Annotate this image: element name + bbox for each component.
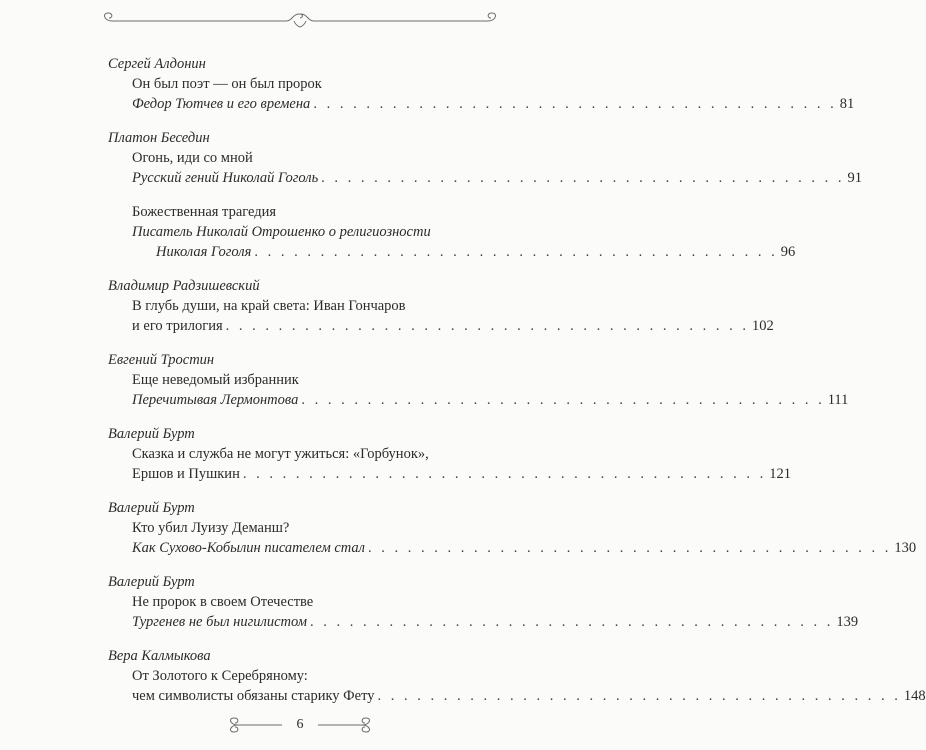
entry-author: Сергей Алдонин bbox=[108, 56, 206, 72]
entry-subtitle-cont: Николая Гоголя bbox=[156, 244, 252, 260]
toc-entry bbox=[108, 498, 917, 558]
toc-entry bbox=[108, 646, 926, 706]
toc-entry bbox=[108, 572, 859, 632]
entry-subtitle: Как Сухово-Кобылин писателем стал bbox=[132, 540, 365, 556]
entry-title: От Золотого к Серебряному: bbox=[132, 668, 308, 684]
toc-entry bbox=[108, 350, 849, 410]
dot-leader: . . . . . . . . . . . . . . . . . . . . . . . . . . . . . . . . . . . . . . . . bbox=[313, 96, 837, 112]
entry-subtitle-line[interactable] bbox=[132, 94, 855, 114]
dot-leader: . . . . . . . . . . . . . . . . . . . . . . . . . . . . . . . . . . . . . . . . bbox=[225, 318, 750, 334]
entry-subtitle-line[interactable] bbox=[132, 390, 849, 410]
toc-entry bbox=[108, 276, 774, 336]
entry-page: 102 bbox=[752, 318, 774, 334]
page-number: 6 bbox=[296, 717, 304, 732]
entry-page: 121 bbox=[769, 466, 791, 482]
entry-title: Кто убил Луизу Деманш? bbox=[132, 520, 290, 536]
entry-title: Сказка и служба не могут ужиться: «Горбунок», bbox=[132, 446, 429, 462]
dot-leader: . . . . . . . . . . . . . . . . . . . . . . . . . . . . . . . . . . . . . . . . bbox=[301, 392, 825, 408]
entry-title-cont: Ершов и Пушкин bbox=[132, 466, 240, 482]
entry-title-line[interactable] bbox=[132, 686, 926, 706]
entry-subtitle-line[interactable] bbox=[132, 612, 859, 632]
entry-page: 148 bbox=[903, 688, 926, 704]
entry-title: Огонь, иди со мной bbox=[132, 150, 253, 166]
entry-title: В глубь души, на край света: Иван Гончаров bbox=[132, 298, 406, 314]
entry-author: Валерий Бурт bbox=[108, 426, 195, 442]
entry-page: 91 bbox=[847, 170, 863, 186]
entry-title-cont: и его трилогия bbox=[132, 318, 223, 334]
toc-entry bbox=[108, 54, 855, 114]
dot-leader: . . . . . . . . . . . . . . . . . . . . . . . . . . . . . . . . . . . . . . . . bbox=[368, 540, 892, 556]
entry-subtitle-line[interactable] bbox=[132, 538, 917, 558]
dot-leader: . . . . . . . . . . . . . . . . . . . . . . . . . . . . . . . . . . . . . . . . bbox=[321, 170, 845, 186]
entry-subtitle: Русский гений Николай Гоголь bbox=[132, 170, 319, 186]
entry-title: Божественная трагедия bbox=[132, 204, 277, 220]
entry-title-line[interactable] bbox=[132, 316, 774, 336]
dot-leader: . . . . . . . . . . . . . . . . . . . . . . . . . . . . . . . . . . . . . . . . bbox=[254, 244, 778, 260]
entry-subtitle-line[interactable] bbox=[132, 168, 863, 188]
entry-author: Платон Беседин bbox=[108, 130, 210, 146]
entry-author: Владимир Радзишевский bbox=[108, 278, 260, 294]
dot-leader: . . . . . . . . . . . . . . . . . . . . . . . . . . . . . . . . . . . . . . . . bbox=[309, 614, 834, 630]
entry-title: Еще неведомый избранник bbox=[132, 372, 299, 388]
toc-entry bbox=[108, 128, 863, 188]
entry-page: 81 bbox=[839, 96, 855, 112]
entry-subtitle: Тургенев не был нигилистом bbox=[132, 614, 307, 630]
entry-title-line[interactable] bbox=[132, 464, 791, 484]
entry-author: Валерий Бурт bbox=[108, 574, 195, 590]
dot-leader: . . . . . . . . . . . . . . . . . . . . . . . . . . . . . . . . . . . . . . . . bbox=[242, 466, 767, 482]
entry-page: 130 bbox=[894, 540, 917, 556]
entry-author: Валерий Бурт bbox=[108, 500, 195, 516]
entry-subtitle: Писатель Николай Отрошенко о религиозности bbox=[132, 224, 431, 240]
entry-page: 96 bbox=[780, 244, 796, 260]
entry-subtitle-line[interactable] bbox=[156, 242, 796, 262]
toc-entry bbox=[108, 424, 791, 484]
entry-title: Он был поэт — он был пророк bbox=[132, 76, 322, 92]
entry-subtitle: Перечитывая Лермонтова bbox=[132, 392, 299, 408]
entry-author: Евгений Тростин bbox=[108, 352, 215, 368]
entry-author: Вера Калмыкова bbox=[108, 648, 211, 664]
entry-page: 139 bbox=[836, 614, 859, 630]
entry-subtitle: Федор Тютчев и его времена bbox=[132, 96, 311, 112]
entry-title: Не пророк в своем Отечестве bbox=[132, 594, 314, 610]
entry-page: 111 bbox=[827, 392, 849, 408]
dot-leader: . . . . . . . . . . . . . . . . . . . . . . . . . . . . . . . . . . . . . . . . bbox=[377, 688, 901, 704]
top-ornament bbox=[0, 4, 600, 34]
toc-entry bbox=[108, 202, 796, 262]
entry-title-cont: чем символисты обязаны старику Фету bbox=[132, 688, 375, 704]
